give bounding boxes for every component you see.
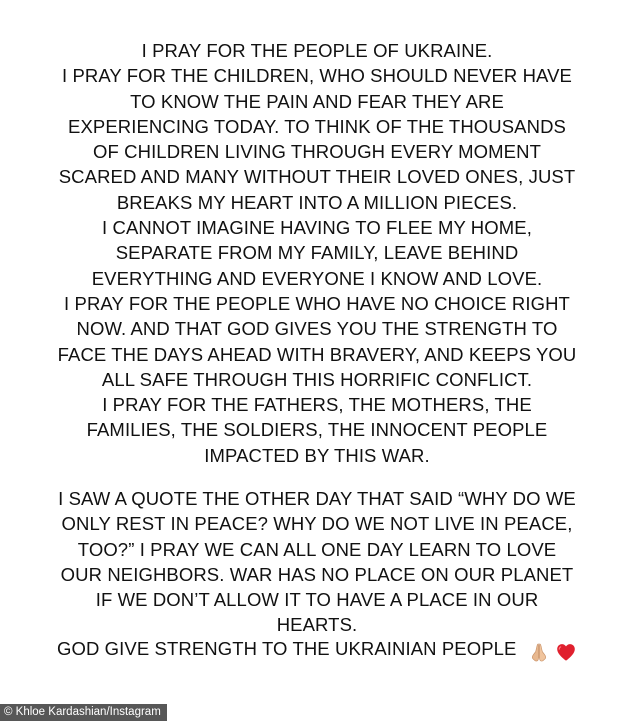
red-heart-icon bbox=[555, 641, 577, 663]
message-line: ONLY REST IN PEACE? WHY DO WE NOT LIVE IN PEACE, bbox=[61, 513, 573, 535]
praying-hands-icon bbox=[528, 641, 550, 663]
message-line: SEPARATE FROM MY FAMILY, LEAVE BEHIND bbox=[115, 242, 519, 264]
message-line: EVERYTHING AND EVERYONE I KNOW AND LOVE. bbox=[91, 267, 543, 289]
closing-text: GOD GIVE STRENGTH TO THE UKRAINIAN PEOPLE bbox=[57, 638, 517, 659]
photo-credit: © Khloe Kardashian/Instagram bbox=[0, 704, 167, 721]
message-line: TOO?” I PRAY WE CAN ALL ONE DAY LEARN TO LOVE bbox=[77, 538, 557, 560]
message-line: NOW. AND THAT GOD GIVES YOU THE STRENGTH TO bbox=[76, 318, 558, 340]
message-line: BREAKS MY HEART INTO A MILLION PIECES. bbox=[116, 191, 518, 213]
message-line: IF WE DON’T ALLOW IT TO HAVE A PLACE IN OUR bbox=[95, 589, 539, 611]
message-line: FACE THE DAYS AHEAD WITH BRAVERY, AND KEEPS YOU bbox=[57, 343, 577, 365]
closing-line-row bbox=[0, 636, 634, 661]
message-line: I PRAY FOR THE PEOPLE WHO HAVE NO CHOICE RIGHT bbox=[64, 292, 570, 314]
message-line: I SAW A QUOTE THE OTHER DAY THAT SAID “WHY DO WE bbox=[58, 488, 576, 509]
message-line: HEARTS. bbox=[276, 614, 358, 636]
closing-emojis bbox=[528, 637, 577, 662]
message-paragraph-1 bbox=[0, 38, 634, 468]
message-line: I CANNOT IMAGINE HAVING TO FLEE MY HOME, bbox=[102, 217, 532, 239]
message-line: I PRAY FOR THE PEOPLE OF UKRAINE. bbox=[141, 40, 493, 61]
message-line: OUR NEIGHBORS. WAR HAS NO PLACE ON OUR PLANET bbox=[60, 563, 574, 585]
closing-line bbox=[0, 636, 634, 661]
message-line: I PRAY FOR THE CHILDREN, WHO SHOULD NEVER HAVE bbox=[61, 65, 572, 87]
message-line: I PRAY FOR THE FATHERS, THE MOTHERS, THE bbox=[102, 394, 532, 416]
message-line: OF CHILDREN LIVING THROUGH EVERY MOMENT bbox=[93, 141, 541, 163]
message-line: IMPACTED BY THIS WAR. bbox=[204, 444, 430, 466]
message-line: ALL SAFE THROUGH THIS HORRIFIC CONFLICT. bbox=[101, 368, 533, 390]
message-line: TO KNOW THE PAIN AND FEAR THEY ARE bbox=[130, 90, 504, 112]
message-paragraph-2 bbox=[0, 486, 634, 638]
message-line: SCARED AND MANY WITHOUT THEIR LOVED ONES, JUST bbox=[58, 166, 576, 188]
message-line: FAMILIES, THE SOLDIERS, THE INNOCENT PEOPLE bbox=[86, 419, 548, 441]
message-line: EXPERIENCING TODAY. TO THINK OF THE THOUSANDS bbox=[68, 115, 566, 137]
